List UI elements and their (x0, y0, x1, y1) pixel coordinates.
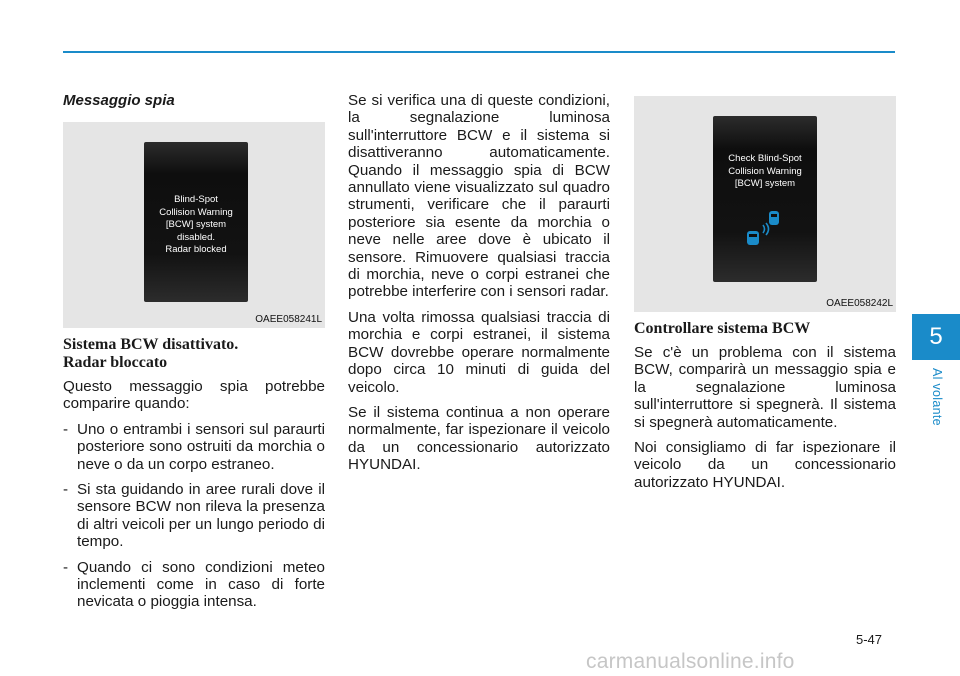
display-message (713, 153, 817, 191)
page-number: 5-47 (856, 632, 883, 647)
display-line: Collision Warning (159, 206, 233, 218)
section-heading: Messaggio spia (63, 92, 175, 109)
display-line: Collision Warning (728, 165, 802, 177)
header-rule (63, 51, 895, 53)
display-line: Blind-Spot (174, 194, 218, 205)
car-radar-icon (743, 207, 789, 247)
display-line: [BCW] system (165, 219, 227, 230)
intro-paragraph: Questo messaggio spia potrebbe comparire quando: (63, 378, 325, 413)
paragraph: Se si verifica una di queste condizioni, la segnalazione luminosa sull'interruttore BCW e il sistema si disattiveranno automaticamente. Quando il messaggio spia di BCW annullato viene visualizzato sul quadro strumenti, verificare che il paraurti posteriore sia esente da morchia o neve nelle aree dove è ubicato il sensore. Rimuovere qualsiasi traccia di morchia, neve o corpi estranei che potrebbe interferire con i sensori radar. (348, 92, 610, 301)
section-title: Sistema BCW disattivato. Radar bloccato (63, 336, 239, 371)
chapter-tab: 5 (912, 314, 960, 360)
warning-figure-check (634, 96, 896, 312)
figure-code: OAEE058242L (826, 298, 893, 309)
warning-figure-disabled (63, 122, 325, 328)
list-item: - Uno o entrambi i sensori sul paraurti posteriore sono ostruiti da morchia o neve o da un corpo estraneo. (63, 421, 325, 473)
list-item: - Quando ci sono condizioni meteo inclementi come in caso di forte nevicata o pioggia intensa. (63, 559, 325, 611)
paragraph: Se c'è un problema con il sistema BCW, comparirà un messaggio spia e la segnalazione luminosa sull'interruttore si spegnerà. Il sistema si spegnerà automaticamente. (634, 344, 896, 431)
condition-list (63, 421, 325, 611)
cluster-display (713, 116, 817, 282)
display-message (144, 194, 248, 257)
watermark: carmanualsonline.info (586, 650, 795, 673)
section-title: Controllare sistema BCW (634, 320, 811, 337)
display-line: [BCW] system (734, 178, 796, 189)
display-line: Radar blocked (165, 244, 227, 255)
display-line: Check Blind-Spot (728, 153, 802, 164)
cluster-display (144, 142, 248, 302)
display-line: disabled. (176, 231, 216, 243)
chapter-label: Al volante (930, 368, 944, 426)
figure-code: OAEE058241L (255, 314, 322, 325)
paragraph: Una volta rimossa qualsiasi traccia di morchia e corpi estranei, il sistema BCW dovrebbe operare normalmente dopo circa 10 minuti di guida del veicolo. (348, 308, 610, 396)
paragraph: Noi consigliamo di far ispezionare il veicolo da un concessionario autorizzato HYUNDAI. (634, 439, 896, 491)
middle-column (348, 92, 610, 482)
right-column (634, 96, 896, 499)
list-item: - Si sta guidando in aree rurali dove il sensore BCW non rileva la presenza di altri veicoli per un lungo periodo di tempo. (63, 481, 325, 551)
left-column (63, 92, 325, 619)
paragraph: Se il sistema continua a non operare normalmente, far ispezionare il veicolo da un concessionario autorizzato HYUNDAI. (348, 403, 610, 474)
